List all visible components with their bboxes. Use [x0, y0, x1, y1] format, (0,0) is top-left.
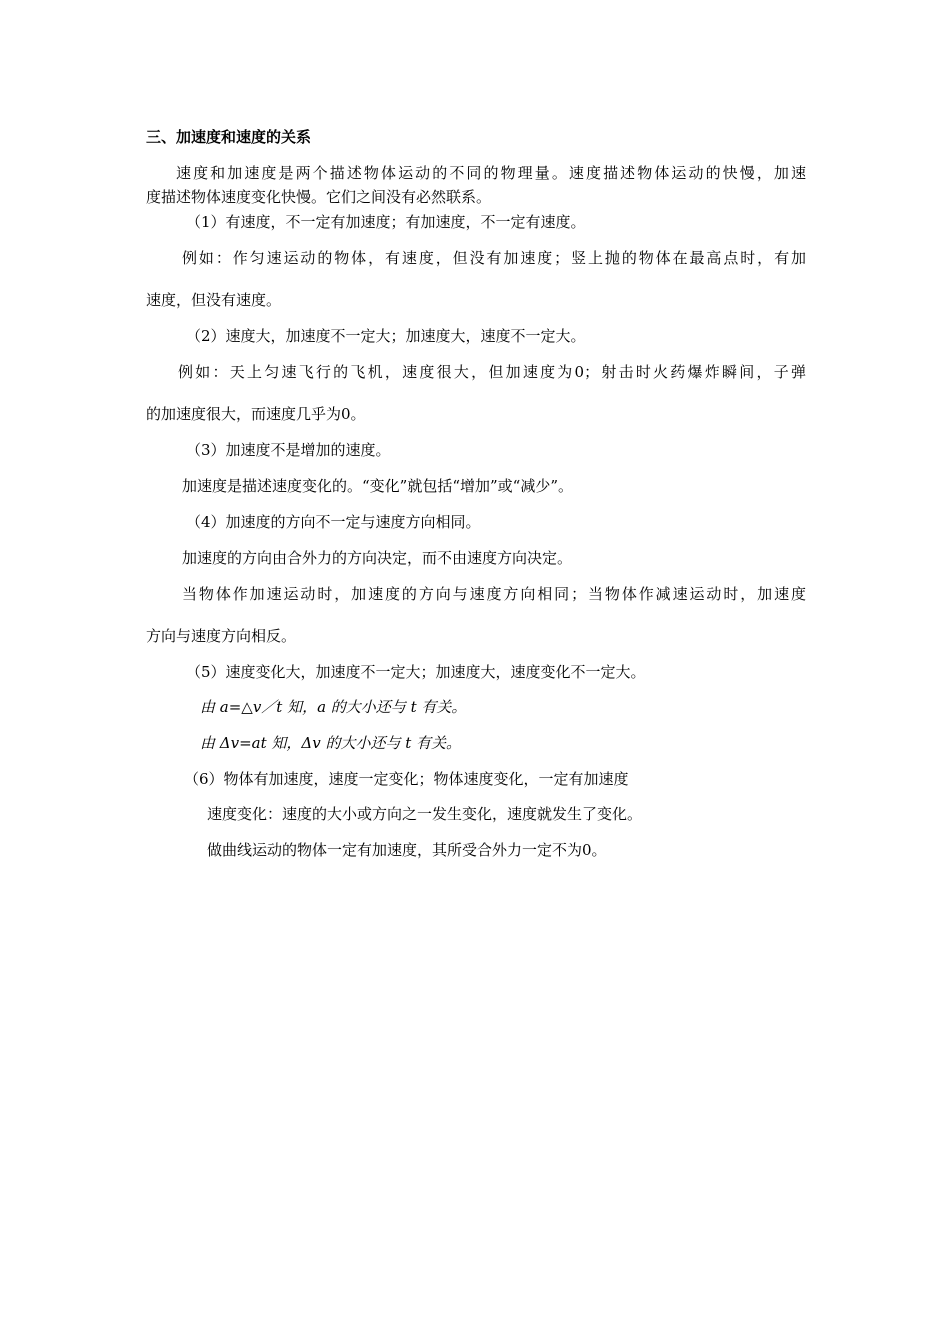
point-5-formula-1: 由 a=△v／t 知，a 的大小还与 t 有关。 [200, 698, 467, 716]
point-3-title: （3）加速度不是增加的速度。 [186, 441, 391, 459]
point-1-example-line-2: 速度，但没有速度。 [146, 291, 282, 309]
point-6-text-1: 速度变化：速度的大小或方向之一发生变化，速度就发生了变化。 [207, 805, 643, 823]
point-4-text-1: 加速度的方向由合外力的方向决定，而不由速度方向决定。 [182, 549, 573, 567]
point-2-title: （2）速度大，加速度不一定大；加速度大，速度不一定大。 [186, 327, 586, 345]
point-4-text-2-line-2: 方向与速度方向相反。 [146, 627, 297, 645]
point-6-text-2: 做曲线运动的物体一定有加速度，其所受合外力一定不为0。 [207, 841, 607, 859]
point-5-formula-2: 由 Δv=at 知，Δv 的大小还与 t 有关。 [200, 734, 462, 752]
intro-line-1: 速度和加速度是两个描述物体运动的不同的物理量。速度描述物体运动的快慢，加速 [176, 164, 806, 182]
point-4-text-2-line-1: 当物体作加速运动时，加速度的方向与速度方向相同；当物体作减速运动时，加速度 [182, 585, 806, 603]
intro-line-2: 度描述物体速度变化快慢。它们之间没有必然联系。 [146, 188, 492, 206]
point-1-example-line-1: 例如：作匀速运动的物体，有速度，但没有加速度；竖上抛的物体在最高点时，有加 [182, 249, 806, 267]
section-heading: 三、加速度和速度的关系 [146, 128, 312, 146]
point-2-example-line-1: 例如：天上匀速飞行的飞机，速度很大，但加速度为0；射击时火药爆炸瞬间，子弹 [178, 363, 806, 381]
point-4-title: （4）加速度的方向不一定与速度方向相同。 [186, 513, 481, 531]
point-5-title: （5）速度变化大，加速度不一定大；加速度大，速度变化不一定大。 [186, 663, 646, 681]
point-6-title: （6）物体有加速度，速度一定变化；物体速度变化，一定有加速度 [184, 770, 629, 788]
point-2-example-line-2: 的加速度很大，而速度几乎为0。 [146, 405, 366, 423]
point-3-text: 加速度是描述速度变化的。“变化”就包括“增加”或“减少”。 [182, 477, 574, 495]
point-1-title: （1）有速度，不一定有加速度；有加速度，不一定有速度。 [186, 213, 586, 231]
